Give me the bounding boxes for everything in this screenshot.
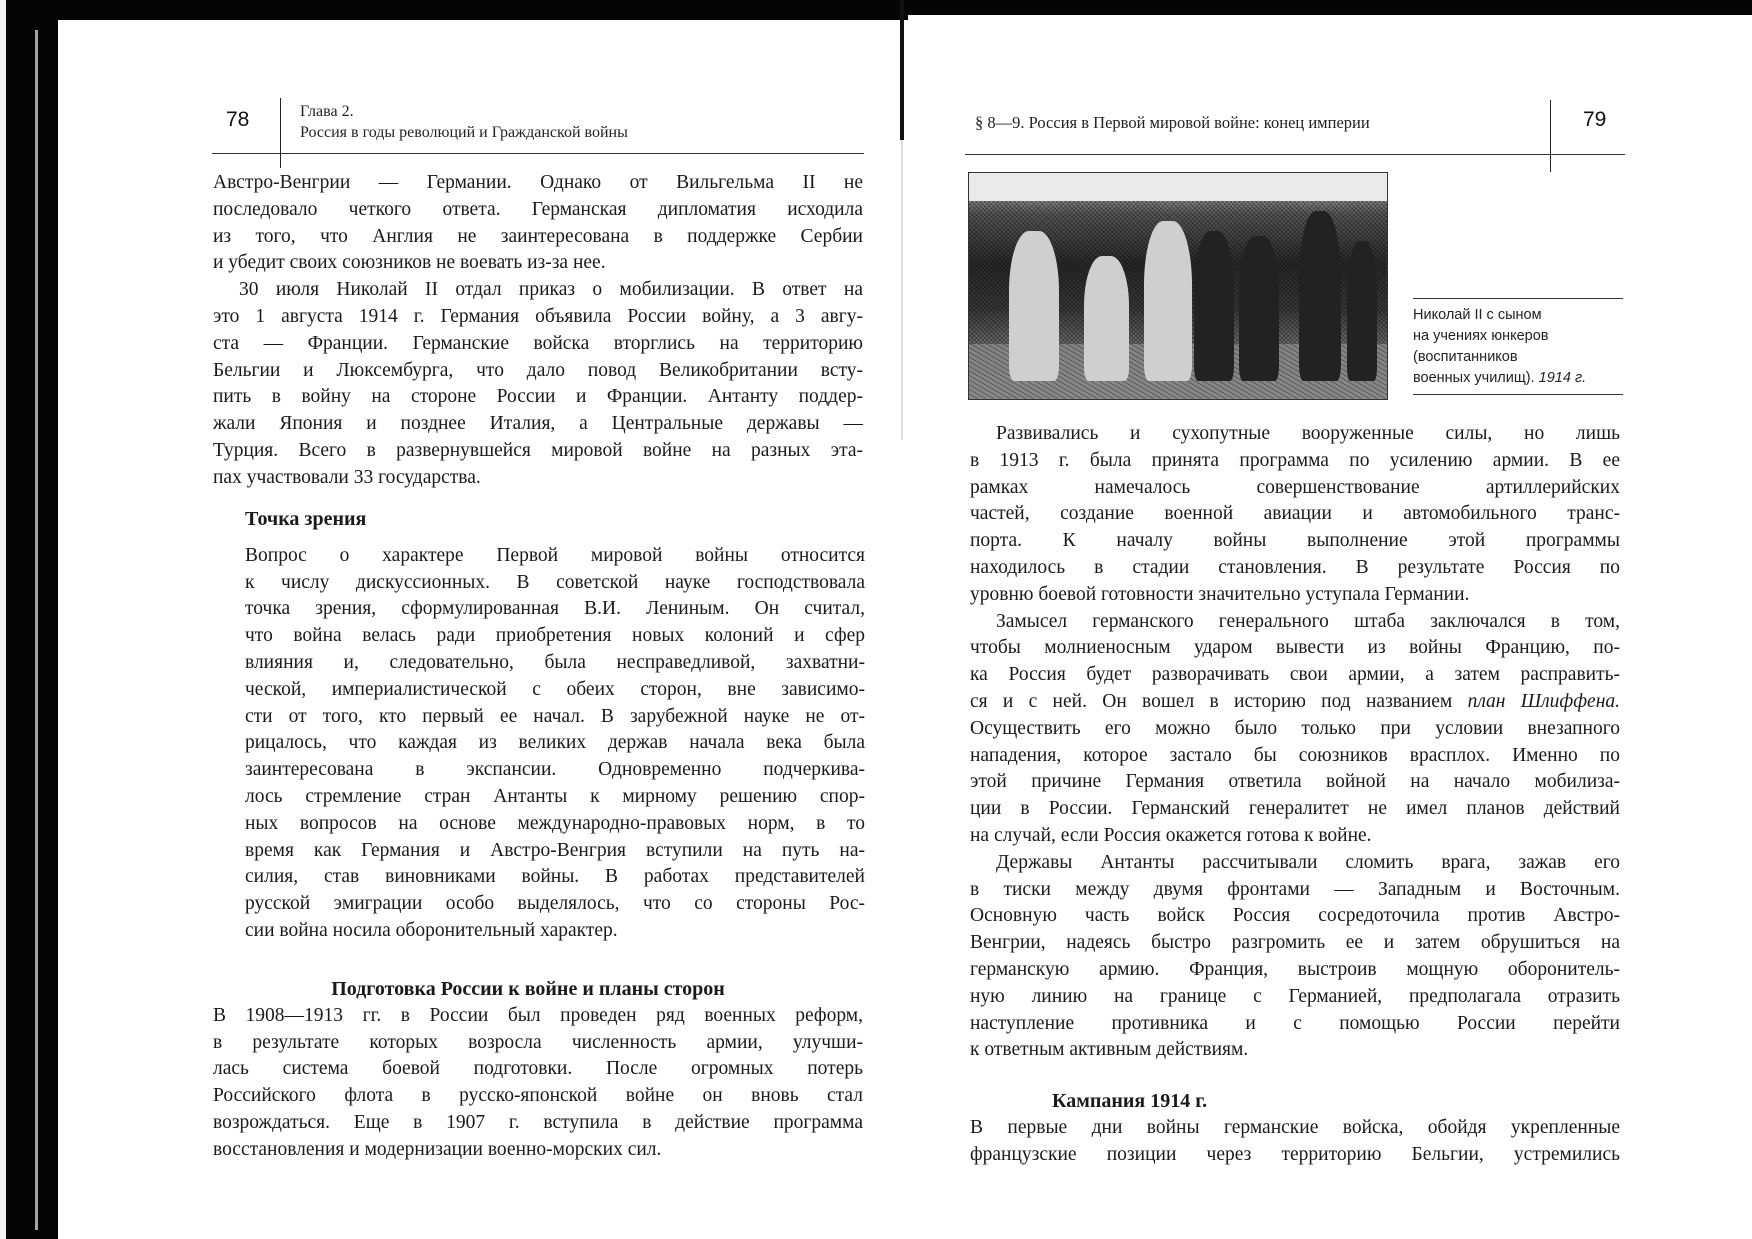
caption-rule-top <box>1413 298 1623 299</box>
text-line: Замысел германского генерального штаба заключался в том, <box>996 610 1620 632</box>
scan-left-crease <box>35 30 38 1230</box>
text-line: нападения, которое застало бы союзников врасплох. Именно по <box>970 744 1620 766</box>
scan-left-border <box>6 0 58 1239</box>
text-line: ции в России. Германский генералитет не имел планов действий <box>970 798 1620 820</box>
text-line: к числу дискуссионных. В советской науке господствовала <box>245 571 865 593</box>
text-line: В 1908—1913 гг. в России был проведен ряд военных реформ, <box>213 1004 863 1026</box>
text-line: рицалось, что каждая из великих держав начала века была <box>245 732 865 754</box>
text-line: этой причине Германия ответила войной на начало мобилиза- <box>970 771 1620 793</box>
paragraph-land-forces <box>970 421 1620 609</box>
text-line: сии война носила оборонительный характер. <box>245 919 618 941</box>
historical-photo <box>968 172 1388 400</box>
text-line: Развивались и сухопутные вооруженные силы, но лишь <box>996 423 1620 444</box>
photo-figure <box>1239 236 1279 381</box>
text-line: наступление противника и с помощью России перейти <box>970 1012 1620 1034</box>
page-number-right: 79 <box>1583 108 1607 131</box>
text-line: Российского флота в русско-японской войне он вновь стал <box>213 1085 863 1107</box>
left-column-top <box>213 170 863 492</box>
scan-top-border-right <box>895 0 1752 15</box>
text-line: сти от того, кто первый ее начал. В зарубежной науке не от- <box>245 705 865 727</box>
text-line: восстановления и модернизации военно-морских сил. <box>213 1138 662 1160</box>
text-line: порта. К началу войны выполнение этой программы <box>970 530 1620 552</box>
text-line <box>970 689 1620 716</box>
text-line: ста — Франции. Германские войска вторглись на территорию <box>213 332 863 354</box>
header-rule-left <box>212 153 864 154</box>
campaign-heading: Кампания 1914 г. <box>1052 1090 1208 1112</box>
header-divider-left <box>280 98 281 168</box>
viewpoint-box <box>245 506 865 945</box>
viewpoint-heading: Точка зрения <box>245 508 367 530</box>
caption-line: на учениях юнкеров <box>1413 328 1549 344</box>
text-line: в 1913 г. была принята программа по усилению армии. В ее <box>970 449 1620 471</box>
text-line: ческой, империалистической с обеих сторон, вне зависимо- <box>245 678 865 700</box>
text-line: чтобы молниеносным ударом вывести из войны Францию, по- <box>970 637 1620 659</box>
photo-figure <box>1144 221 1192 381</box>
page-number-left: 78 <box>226 108 250 131</box>
text-line: рамках намечалось совершенствование артиллерийских <box>970 476 1620 498</box>
photo-figure <box>1084 256 1129 381</box>
text-line: в результате которых возросла численность армии, улучши- <box>213 1031 863 1053</box>
text-line: Державы Антанты рассчитывали сломить врага, зажав его <box>996 851 1620 873</box>
text-line: В первые дни войны германские войска, обойдя укрепленные <box>970 1116 1620 1138</box>
text-line: Турция. Всего в развернувшейся мировой войне на разных эта- <box>213 439 863 461</box>
text-line: Основную часть войск Россия сосредоточила против Австро- <box>970 905 1620 927</box>
text-line: Венгрии, надеясь быстро разгромить ее и затем обрушиться на <box>970 932 1620 954</box>
running-head-title: Россия в годы революций и Гражданской войны <box>300 124 628 141</box>
text-line: Вопрос о характере Первой мировой войны относится <box>245 544 865 566</box>
text-line: в тиски между двумя фронтами — Западным и Восточным. <box>970 878 1620 900</box>
text-line: ка Россия будет разворачивать свои армии, а затем расправить- <box>970 664 1620 686</box>
text-line: французские позиции через территорию Бельгии, устремились <box>970 1143 1620 1165</box>
caption-line: (воспитанников <box>1413 349 1518 365</box>
caption-line: военных училищ). <box>1413 370 1539 386</box>
text-line: находилось в стадии становления. В результате Россия по <box>970 556 1620 578</box>
text-line: ную линию на границе с Германией, предполагала отразить <box>970 985 1620 1007</box>
text-segment: ся и с ней. Он вошел в историю под названием <box>970 690 1468 712</box>
paragraph-continued <box>213 170 863 277</box>
photo-figure <box>1299 211 1341 381</box>
caption-year: 1914 г. <box>1538 370 1587 386</box>
photo-figure <box>1009 231 1059 381</box>
scan-top-border-left <box>58 0 908 20</box>
photo-figure <box>1347 241 1377 381</box>
text-line: заинтересована в экспансии. Одновременно подчеркива- <box>245 759 865 781</box>
text-line: лось стремление стран Антанты к мирному решению спор- <box>245 785 865 807</box>
campaign-text <box>970 1115 1620 1169</box>
campaign-section <box>970 1088 1620 1168</box>
text-line: влияния и, следовательно, была несправедливой, захватни- <box>245 651 865 673</box>
caption-rule-bottom <box>1413 394 1623 395</box>
text-line: уровню боевой готовности значительно уступала Германии. <box>970 583 1470 605</box>
photo-figure <box>1194 231 1234 381</box>
header-divider-right <box>1550 100 1551 172</box>
text-line: 30 июля Николай II отдал приказ о мобилизации. В ответ на <box>239 279 863 301</box>
paragraph-entente <box>970 850 1620 1064</box>
paragraph-mobilization <box>213 277 863 491</box>
text-line: ных вопросов на основе международно-правовых норм, в то <box>245 812 865 834</box>
text-line: Бельгии и Люксембурга, что дало повод Великобритании всту- <box>213 359 863 381</box>
header-rule-right <box>965 154 1625 155</box>
text-line: последовало четкого ответа. Германская дипломатия исходила <box>213 198 863 220</box>
paragraph-schlieffen <box>970 609 1620 850</box>
text-line: возрождаться. Еще в 1907 г. вступила в действие программа <box>213 1111 863 1133</box>
text-line: и убедит своих союзников не воевать из-за нее. <box>213 252 606 274</box>
preparation-heading: Подготовка России к войне и планы сторон <box>331 978 725 1000</box>
viewpoint-text <box>245 543 865 945</box>
text-line: что война велась ради приобретения новых колоний и сфер <box>245 625 865 647</box>
text-line: к ответным активным действиям. <box>970 1039 1249 1061</box>
text-line: силия, став виновниками войны. В работах представителей <box>245 866 865 888</box>
running-head-chapter: Глава 2. <box>300 103 354 120</box>
preparation-section <box>213 976 863 1164</box>
running-head-section: § 8—9. Россия в Первой мировой войне: конец империи <box>975 113 1370 132</box>
text-line: частей, создание военной авиации и автомобильного транс- <box>970 503 1620 525</box>
preparation-text <box>213 1003 863 1164</box>
photo-caption <box>1413 305 1623 389</box>
text-line: на случай, если Россия окажется готова к войне. <box>970 824 1372 846</box>
text-line: лась система боевой подготовки. После огромных потерь <box>213 1058 863 1080</box>
book-spine <box>900 0 904 140</box>
photo-sky <box>969 173 1387 201</box>
text-line: из того, что Англия не заинтересована в поддержке Сербии <box>213 225 863 247</box>
schlieffen-plan-term: план Шлиффена. <box>1467 690 1620 712</box>
text-line: пах участвовали 33 государства. <box>213 466 481 488</box>
text-line: точка зрения, сформулированная В.И. Лениным. Он считал, <box>245 598 865 620</box>
text-line: германскую армию. Франция, выстроив мощную оборонитель- <box>970 958 1620 980</box>
right-column <box>970 421 1620 1064</box>
text-line: русской эмиграции особо выделялось, что со стороны Рос- <box>245 893 865 915</box>
text-line: пить в войну на стороне России и Франции. Антанту поддер- <box>213 386 863 408</box>
text-line: Австро-Венгрии — Германии. Однако от Вильгельма II не <box>213 172 863 193</box>
text-line: жали Япония и позднее Италия, а Центральные державы — <box>213 413 863 435</box>
text-line: время как Германия и Австро-Венгрия вступили на путь на- <box>245 839 865 861</box>
text-line: Осуществить его можно было только при условии внезапного <box>970 717 1620 739</box>
caption-line: Николай II с сыном <box>1413 307 1542 323</box>
book-spine-shadow <box>901 140 903 440</box>
text-line: это 1 августа 1914 г. Германия объявила России войну, а 3 авгу- <box>213 305 863 327</box>
